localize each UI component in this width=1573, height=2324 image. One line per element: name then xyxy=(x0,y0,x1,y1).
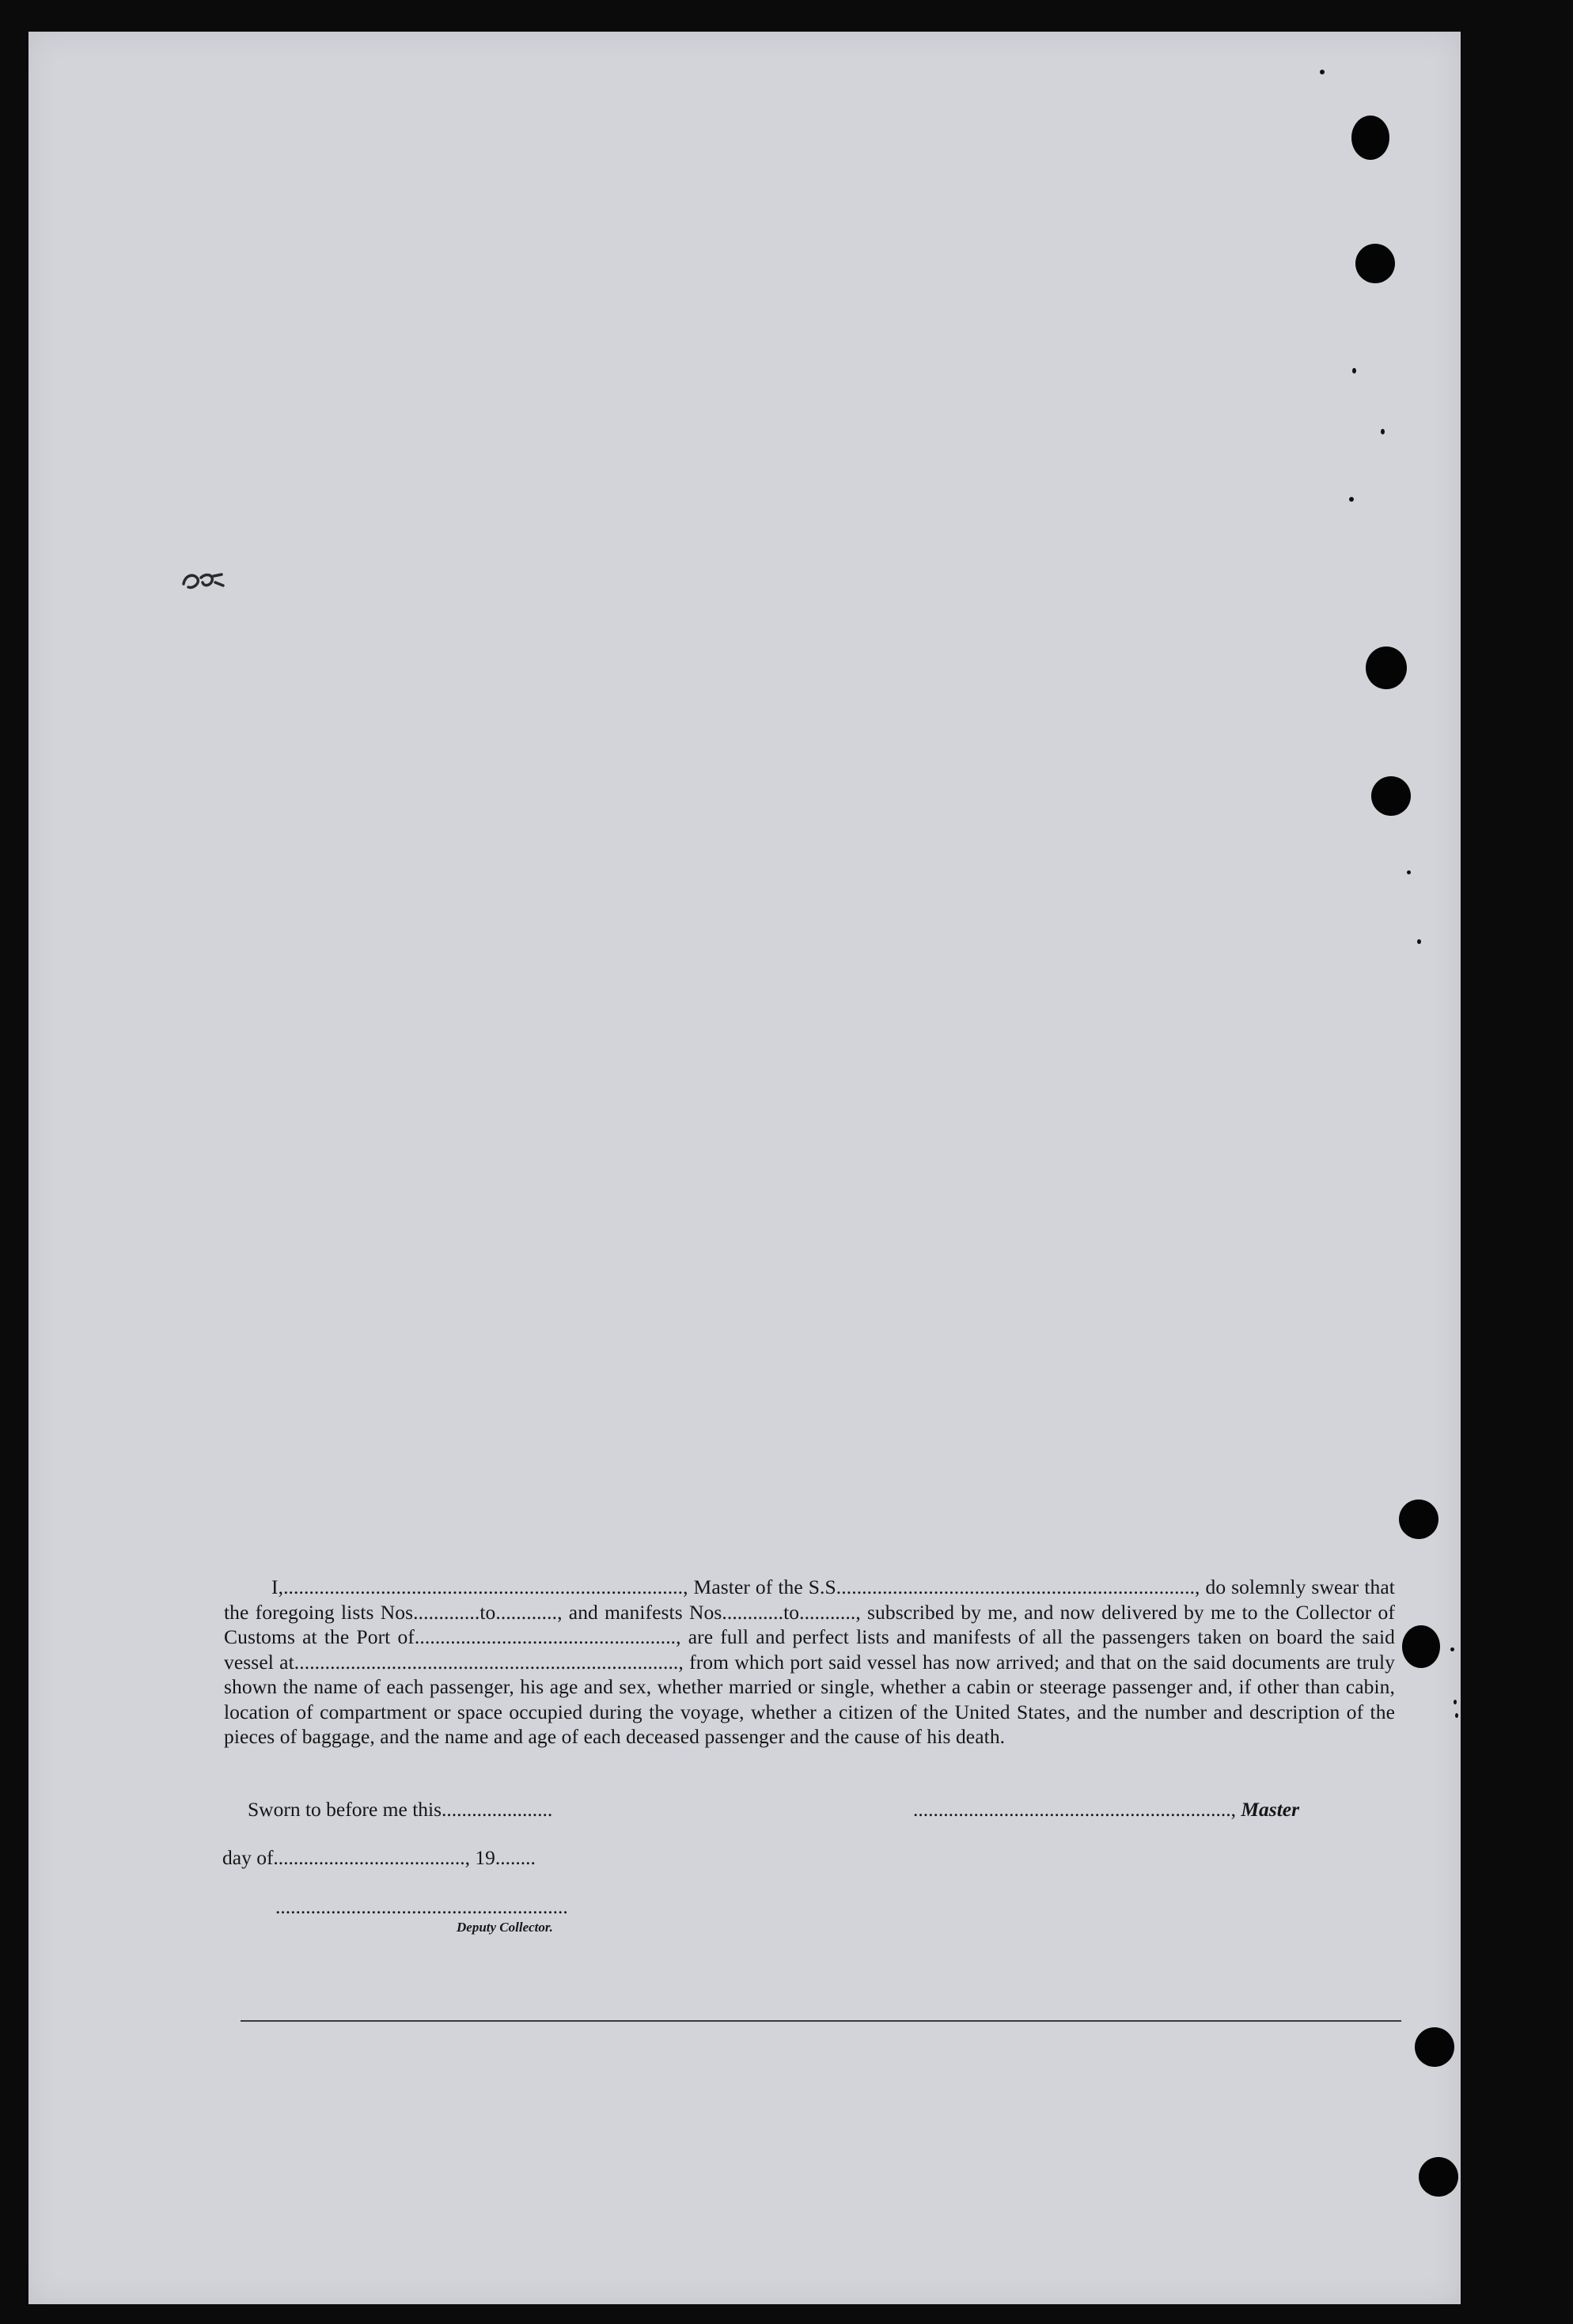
master-signature-dots: ..............................................................., xyxy=(913,1798,1241,1821)
speck xyxy=(1320,70,1325,74)
punch-hole-1 xyxy=(1351,116,1389,160)
ink-mark-icon xyxy=(179,570,225,593)
punch-hole-3 xyxy=(1366,646,1407,689)
speck xyxy=(1407,870,1411,874)
speck xyxy=(1352,368,1356,373)
oath-text: I,.............................................................................., Master of the S.S......................................................................, do solemnly swear that the foregoing lists Nos.............to............, and manifests Nos............to..........., subscribed by me, and now delivered by me to the Collector of Customs at the Port of..................................................., are full and perfect lists and manifests of all the passengers taken on board the said vessel at..........................................................................., from which port said vessel has now arrived; and that on the said documents are truly shown the name of each passenger, his age and sex, whether married or single, whether a cabin or steerage passenger and, if other than cabin, location of compartment or space occupied during the voyage, whether a citizen of the United States, and the number and description of the pieces of baggage, and the name and age of each deceased passenger and the cause of his death. xyxy=(224,1575,1395,1748)
master-oath-paragraph xyxy=(224,1575,1395,1750)
day-of-line: day of......................................, 19........ xyxy=(222,1846,536,1869)
speck xyxy=(1381,429,1385,434)
punch-hole-6 xyxy=(1402,1625,1440,1668)
punch-hole-2 xyxy=(1355,244,1395,283)
sworn-before-line: Sworn to before me this...................... xyxy=(248,1798,553,1821)
punch-hole-7 xyxy=(1415,2027,1454,2067)
speck xyxy=(1455,1713,1458,1718)
master-signature-line xyxy=(913,1798,1299,1822)
speck xyxy=(1349,497,1354,502)
punch-hole-5 xyxy=(1399,1499,1438,1539)
speck xyxy=(1417,939,1421,944)
document-page xyxy=(28,32,1461,2304)
punch-hole-8 xyxy=(1419,2157,1458,2197)
speck xyxy=(1450,1647,1454,1651)
deputy-signature-dots: .......................................................... xyxy=(275,1895,568,1918)
master-label: Master xyxy=(1241,1798,1300,1821)
punch-hole-4 xyxy=(1371,776,1411,816)
bottom-divider-rule xyxy=(241,2020,1401,2022)
deputy-collector-label: Deputy Collector. xyxy=(457,1920,553,1935)
speck xyxy=(1454,1700,1457,1704)
